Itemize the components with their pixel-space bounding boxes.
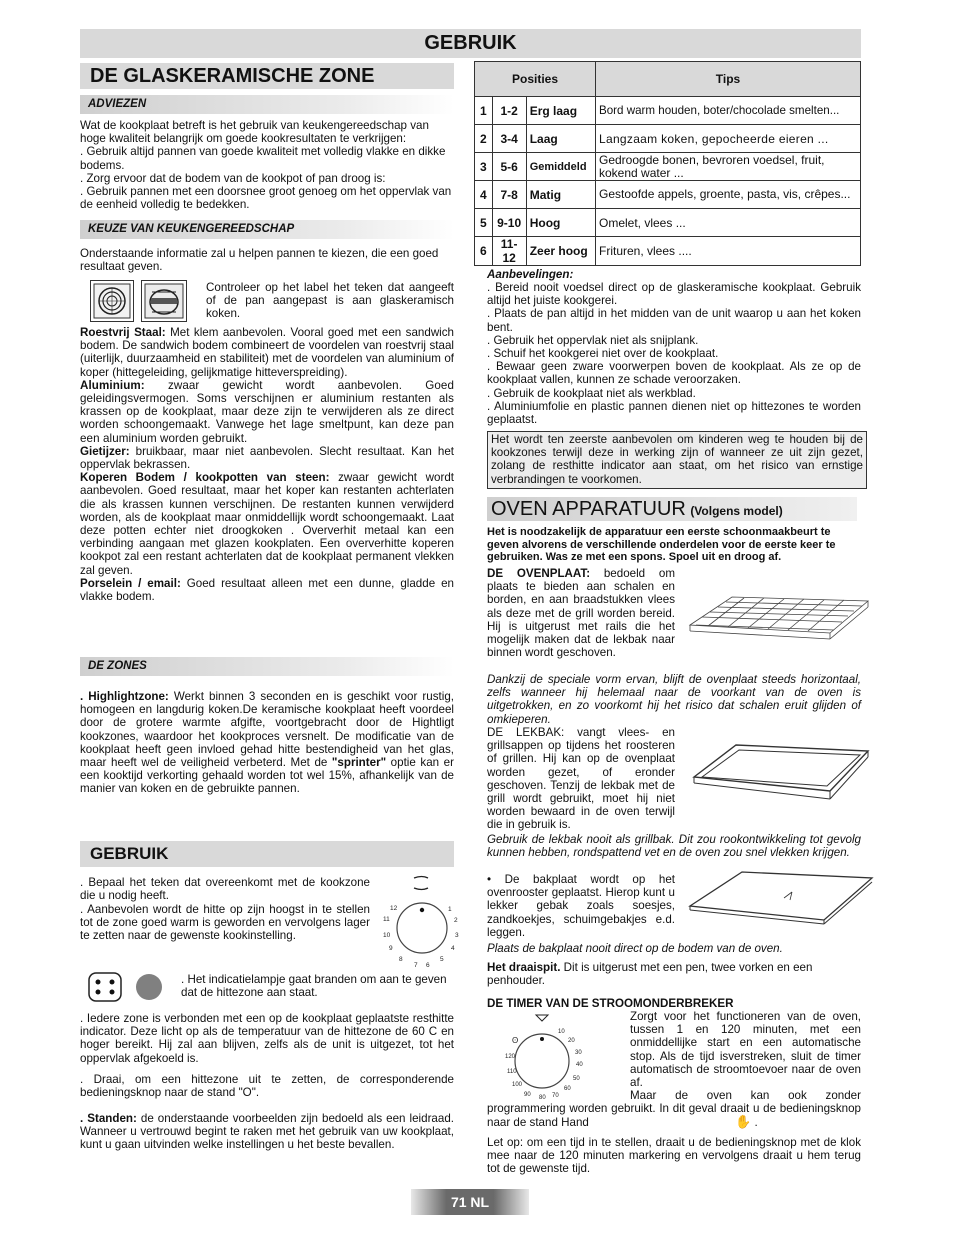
keuze-item-roestvrij: Roestvrij Staal: Met klem aanbevolen. Vooral goed met een sandwich bodem. De sandwich bodem combineert de voordelen van roestvrij staal (uiterlijk, duurzaamheid en stabiliteit) met de voordelen van aluminium of koper (hittegeleiding, gelijkmatige hitteverspreiding). — [80, 326, 455, 379]
dial-label-3: 3 — [455, 932, 459, 939]
heading-keuze-keukengereedschap: KEUZE VAN KEUKENGEREEDSCHAP — [80, 220, 454, 239]
baking-tray-image — [684, 864, 878, 936]
zones-text: . Highlightzone: Werkt binnen 3 seconden en is geschikt voor rustig, homogeen en langdurig koken.De keramische kookplaat heeft voordeel door de grotere warmte afgifte, voortgebracht door de Hightligt kookzones, waardoor het kookproces versnelt. De modificatie van de kookplaat heeft geen invloed gehad hitte bestendigheid van het glas, maar heeft wel de veiligheid verbeterd. Met de "sprinter" optie kan er een kooktijd verkorting gehaald worden tot wel 15%, afhankelijk van de manier van koken en de gebruikte pannen. — [80, 690, 454, 796]
timer-label-90: 90 — [524, 1092, 531, 1098]
timer-label-10: 10 — [558, 1029, 565, 1035]
dial-label-9: 9 — [389, 945, 393, 952]
dial-label-4: 4 — [451, 945, 455, 952]
dial-label-7: 7 — [414, 962, 418, 969]
section-title-oven-apparatuur — [487, 497, 857, 521]
dial-label-8: 8 — [399, 956, 403, 963]
heading-de-zones: DE ZONES — [80, 657, 454, 676]
keuze-items — [80, 326, 454, 603]
aanbeveling-item: . Bereid nooit voedsel direct op de glaskeramische kookplaat. Gebruik altijd het juiste kookgerei. — [487, 281, 861, 308]
gebruik-p2: . Aanbevolen wordt de hitte op zijn hoogst in te stellen tot de zone goed warm is geworden en vervolgens lager te zetten naar de gewenste kookinstelling. — [80, 903, 370, 943]
oven-rack-image — [684, 585, 874, 645]
positions-tips-table — [474, 61, 861, 266]
keuze-item-gietijzer: Gietijzer: bruikbaar, maar niet aanbevolen. Slecht resultaat. Kan het oppervlak bekrassen. — [80, 444, 454, 472]
timer-label-70: 70 — [552, 1093, 559, 1099]
keuze-item-koper: Koperen Bodem / kookpotten van steen: zwaar gewicht wordt aanbevolen. Goed resultaat, maar het koper kan restanten achterlaten die als krassen kunnen verschijnen. De restanten kunnen verwijderd worden, als de kookplaat maar onmiddellijk wordt schoongemaakt. Laat deze potten echter niet droogkoken . Oververhit metaal kan een verbinding aangaan met glazen kookplaten. Een oververhitte koperen kookpot zal een restant achterlaten dat de kookplaat permanent vlekken zal geven. — [80, 471, 454, 577]
pan-label-icon — [141, 280, 187, 322]
timer-text2: Maar de oven kan ook zonder programmering worden gebruikt. In dit geval draait u de bedieningsknop naar de stand Hand ✋ . — [487, 1089, 861, 1130]
dial-label-1: 1 — [448, 906, 452, 913]
aanbeveling-item: . Plaats de pan altijd in het midden van de unit waarop u aan het koken bent. — [487, 307, 861, 334]
dial-label-12: 12 — [390, 905, 398, 912]
lekbak-italic: Gebruik de lekbak nooit als grillbak. Dit zou rookontwikkeling tot gevolg kunnen hebben, rondspattend vet en de oven zou snel vlekken krijgen. — [487, 833, 861, 860]
table-row: 3 5-6 Gemiddeld Gedroogde bonen, bevroren voedsel, fruit, kokend water ... — [475, 153, 861, 181]
child-safety-warning-box — [487, 431, 867, 489]
table-row: 4 7-8 Matig Gestoofde appels, groente, pasta, vis, crêpes... — [475, 181, 861, 209]
gebruik-p4: . Draai, om een hittezone uit te zetten, de corresponderende bedieningsknop naar de stand "O". — [80, 1073, 454, 1100]
timer-label-60: 60 — [564, 1086, 571, 1092]
timer-label-100: 100 — [512, 1082, 523, 1088]
page-number: 71 NL — [411, 1189, 529, 1215]
timer-heading: DE TIMER VAN DE STROOMONDERBREKER — [487, 997, 734, 1010]
timer-label-110: 110 — [507, 1069, 517, 1075]
table-row: 5 9-10 Hoog Omelet, vlees ... — [475, 209, 861, 237]
lekbak-text: DE LEKBAK: vangt vlees- en grillsappen op tijdens het roosteren of grillen. Hij kan op de ovenplaat worden gezet, of eronder geschoven. Tenzij de lekbak met de grill wordt gebruikt, moet hij niet worden bewaard in de oven terwijl die in gebruik is. — [487, 726, 675, 832]
timer-label-80: 80 — [539, 1095, 546, 1101]
table-row: 2 3-4 Laag Langzaam koken, gepocheerde eieren ... — [475, 125, 861, 153]
table-header-row — [475, 62, 861, 97]
bakplaat-text: • De bakplaat wordt op het ovenrooster geplaatst. Hierop kunt u lekker gebak zoals soesjes, zandkoekjes, schuimgebakjes e.d. leggen. — [487, 873, 675, 939]
aanbeveling-item: . Aluminiumfolie en plastic pannen dienen niet op hittezones te worden geplaatst. — [487, 399, 861, 427]
timer-label-50: 50 — [573, 1076, 580, 1082]
gebruik-lamp-text: . Het indicatielampje gaat branden om aan te geven dat de hittezone aan staat. — [181, 973, 447, 1000]
ovenplaat-text: DE OVENPLAAT: bedoeld om plaats te bieden aan schalen en borden, en aan braadstukken vlees als deze met de grill worden bereid. Hij is uitgerust met rails die het mogelijk maken dat de lekbak naar binnen wordt geschoven. — [487, 567, 675, 660]
oven-title: OVEN APPARATUUR — [491, 498, 686, 520]
keuze-item-porselein: Porselein / email: Goed resultaat alleen met een dunne, gladde en vlakke bodem. — [80, 576, 454, 604]
aanbeveling-item: . Bewaar geen zware voorwerpen boven de kookplaat. Als ze op de kookplaat vallen, kunnen ze schade veroorzaken. — [487, 360, 861, 387]
aanbevelingen-heading: Aanbevelingen: — [487, 268, 574, 281]
keuze-label-text: Controleer op het label het teken dat aangeeft of de pan aangepast is aan glaskeramisch koken. — [206, 281, 454, 321]
adviezen-p1: Wat de kookplaat betreft is het gebruik van keukengereedschap van hoge kwaliteit belangrijk om goede kookresultaten te verkrijgen: — [80, 119, 429, 146]
bakplaat-italic: Plaats de bakplaat nooit direct op de bodem van de oven. — [487, 942, 783, 955]
aanbevelingen-list — [487, 281, 861, 426]
timer-hand-symbol: ʘ — [512, 1036, 519, 1045]
aanbeveling-item: . Gebruik het oppervlak niet als snijplank. — [487, 333, 699, 347]
child-safety-warning-text: Het wordt ten zeerste aanbevolen om kinderen weg te houden bij de kookzones terwijl deze in werking zijn of wanneer ze uit zijn gezet, zolang de resthitte indicator aan staat, om het risico van ernstige verbrandingen te voorkomen. — [491, 433, 863, 486]
draaispit-text: Het draaispit. Dit is uitgerust met een pen, twee vorken en een penhouder. — [487, 961, 813, 988]
gebruik-standen: . Standen: de onderstaande voorbeelden zijn bedoeld als een leidraad. Wanneer u vertrouwd begint te raken met het gebruik van uw kookplaat, kunt u gaan uitvinden welke instellingen u het beste bevallen. — [80, 1112, 454, 1152]
heading-adviezen: ADVIEZEN — [80, 95, 454, 114]
timer-label-40: 40 — [576, 1062, 583, 1068]
dial-label-10: 10 — [383, 932, 391, 939]
table-row: 1 1-2 Erg laag Bord warm houden, boter/chocolade smelten... — [475, 97, 861, 125]
dial-label-5: 5 — [440, 956, 444, 963]
hand-icon: ✋ — [735, 1114, 752, 1130]
section-title-glaskeramische-zone: DE GLASKERAMISCHE ZONE — [80, 63, 454, 89]
timer-text: Zorgt voor het functioneren van de oven, tussen 1 en 120 minuten, met een onmiddellijke start en een automatische stop. Als de tijd isverstreken, sluit de timer automatisch de stroomtoevoer naar de oven af. — [630, 1010, 861, 1090]
dial-label-6: 6 — [426, 962, 430, 969]
aanbeveling-item: . Gebruik de kookplaat niet als werkblad. — [487, 386, 696, 400]
gebruik-p1: . Bepaal het teken dat overeenkomt met de kookzone die u nodig heeft. — [80, 876, 370, 903]
oven-intro: Het is noodzakelijk de apparatuur een eerste schoonmaakbeurt te geven alvorens de verschillende onderdelen voor de eerste keer te gebruiken. Was ze met een spons. Spoel uit en droog af. — [487, 526, 836, 563]
hob-dial-icon — [378, 870, 464, 972]
ovenplaat-italic: Dankzij de speciale vorm ervan, blijft de ovenplaat steeds horizontaal, zelfs wanneer hij helemaal naar de voorkant van de oven is uitgetrokken, en zo voorkomt hij het risico dat schalen eruit glijden of omkieperen. — [487, 673, 861, 726]
oven-subtitle: (Volgens model) — [690, 504, 783, 518]
aanbeveling-item: . Schuif het kookgerei niet over de kookplaat. — [487, 347, 719, 361]
adviezen-text — [80, 119, 454, 211]
dial-label-2: 2 — [454, 917, 458, 924]
drip-pan-image — [686, 737, 876, 807]
adviezen-p2: . Gebruik altijd pannen van goede kwaliteit met volledig vlakke en dikke bodems. — [80, 145, 446, 172]
glass-ceramic-label-icon — [90, 280, 134, 322]
table-row: 6 11-12 Zeer hoog Frituren, vlees .... — [475, 237, 861, 266]
table-header-posities: Posities — [475, 62, 596, 97]
keuze-intro: Onderstaande informatie zal u helpen pannen te kiezen, die een goed resultaat geven. — [80, 247, 439, 274]
page-header: GEBRUIK — [80, 29, 861, 58]
keuze-item-aluminium: Aluminium: zwaar gewicht wordt aanbevolen. Goed geleidingsvermogen. Soms verschijnen er aluminium restanten als krassen op de kookplaat, maar deze zijn te verwijderen als ze direct worden schoongemaakt. Vanwege het lage smeltpunt, kan deze pan een aluminium worden gebruikt. — [80, 378, 454, 445]
adviezen-p3: . Zorg ervoor dat de bodem van de kookpot of pan droog is: — [80, 171, 386, 185]
table-header-tips: Tips — [596, 62, 861, 97]
timer-label-30: 30 — [575, 1050, 582, 1056]
timer-label-20: 20 — [568, 1038, 575, 1044]
gebruik-p3: . Iedere zone is verbonden met een op de kookplaat geplaatste resthitte indicator. Deze licht op als de temperatuur van de hittezone de 60 C en hoger bereikt. Hij zal aan blijven, zelfs als de unit is uitgezet, tot het oppervlak afgekoeld is. — [80, 1012, 454, 1065]
section-title-gebruik: GEBRUIK — [80, 841, 454, 867]
adviezen-p4: . Gebruik pannen met een doorsnee groot genoeg om het oppervlak van de eenheid volledig te bedekken. — [80, 185, 452, 212]
indicator-lamp-icon — [136, 974, 162, 1000]
dial-label-11: 11 — [383, 916, 390, 923]
letop-text: Let op: om een tijd in te stellen, draait u de bedieningsknop met de klok mee naar de 120 minuten markering en vervolgens draait u hem terug tot de gewenste tijd. — [487, 1136, 861, 1176]
timer-label-120: 120 — [505, 1054, 516, 1060]
hob-zones-icon — [88, 972, 122, 1002]
